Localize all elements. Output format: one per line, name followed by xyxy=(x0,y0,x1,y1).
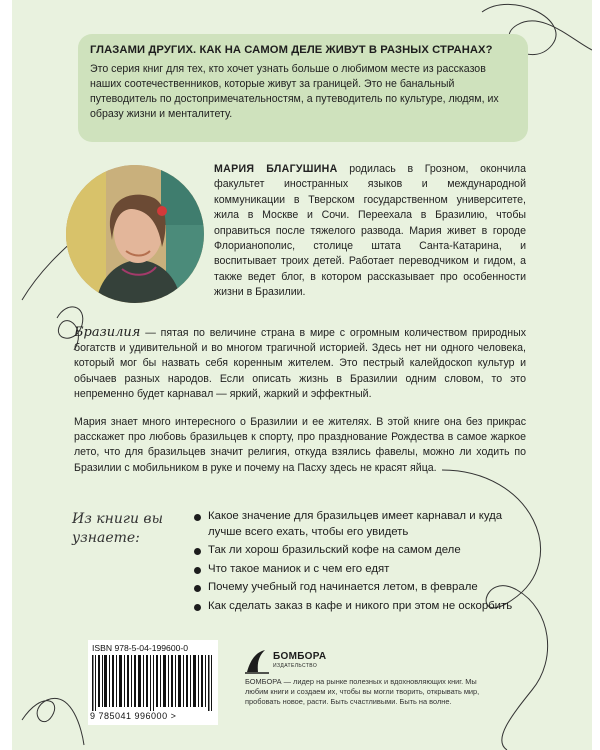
isbn-text: ISBN 978-5-04-199600-0 xyxy=(92,643,189,653)
publisher-logo-icon xyxy=(245,648,269,674)
series-text: Это серия книг для тех, кто хочет узнать больше о любимом месте из рассказов наших соотечественников, которые живут за границей. Это не банальный путеводитель по достопримечательностям, а путеводитель по культуре, людям, их образу жизни и менталитету. xyxy=(90,63,499,120)
country-text: — пятая по величине страна в мире с огромным количеством природных богатств и удивительной и во многом трагичной историей. Здесь нет ни одного человека, который мог бы назвать себя коренным жителем. Это пестрый калейдоскоп культур и обычаев разных народов. Если описать жизнь в Бразилии одним словом, то это непременно будет карнавал — яркий, жаркий и эффектный. xyxy=(74,327,526,400)
series-title: ГЛАЗАМИ ДРУГИХ. КАК НА САМОМ ДЕЛЕ ЖИВУТ В РАЗНЫХ СТРАНАХ? xyxy=(90,44,493,56)
barcode-number: 9 785041 996000 > xyxy=(90,711,177,721)
learn-list-item: Так ли хорош бразильский кофе на самом деле xyxy=(194,543,524,559)
publisher-name: БОМБОРА xyxy=(273,651,327,662)
learn-list xyxy=(194,509,524,617)
learn-list-item: Почему учебный год начинается летом, в феврале xyxy=(194,580,524,596)
country-word: Бразилия xyxy=(74,325,141,340)
series-description-box xyxy=(78,34,528,142)
author-bio-text: родилась в Грозном, окончила факультет иностранных языков и международной коммуникации в Тверском государственном университете, жила в Москве и Сочи. Переехала в Бразилию, чтобы оправиться после тяжелого развода. Мария живет в городе Флорианополис, столице штата Санта-Катарина, и воспитывает троих детей. Работает переводчиком и гидом, а также ведет блог, в котором рассказывает про особенности жизни в Бразилии. xyxy=(214,163,526,299)
author-portrait-image xyxy=(66,165,204,303)
barcode-bars xyxy=(92,655,214,711)
author-name: МАРИЯ БЛАГУШИНА xyxy=(214,163,338,175)
book-summary: Мария знает много интересного о Бразилии и ее жителях. В этой книге она без прикрас расскажет про любовь бразильцев к спорту, про празднование Рождества в самое жаркое лето, что для бразильцев значит религия, откуда взялись фавелы, можно ли ходить по Бразилии с мобильником в руке и почему на Пасху здесь не красят яйца. xyxy=(74,416,526,474)
learn-list-item: Что такое маниок и с чем его едят xyxy=(194,562,524,578)
author-bio xyxy=(214,162,526,301)
barcode-block xyxy=(88,640,218,725)
learn-list-item: Какое значение для бразильцев имеет карнавал и куда лучше всего ехать, чтобы его увидеть xyxy=(194,509,524,540)
book-back-cover xyxy=(12,0,592,750)
learn-list-item: Как сделать заказ в кафе и никого при этом не оскорбить xyxy=(194,599,524,615)
learn-heading: Из книги вы узнаете: xyxy=(72,511,163,546)
country-description xyxy=(74,325,526,402)
publisher-description: БОМБОРА — лидер на рынке полезных и вдохновляющих книг. Мы любим книги и создаем их, чтобы вы могли творить, открывать мир, пробовать новое, расти. Быть счастливыми. Быть на волне. xyxy=(245,677,480,706)
author-photo xyxy=(66,165,204,303)
publisher-subtitle: ИЗДАТЕЛЬСТВО xyxy=(273,663,318,669)
